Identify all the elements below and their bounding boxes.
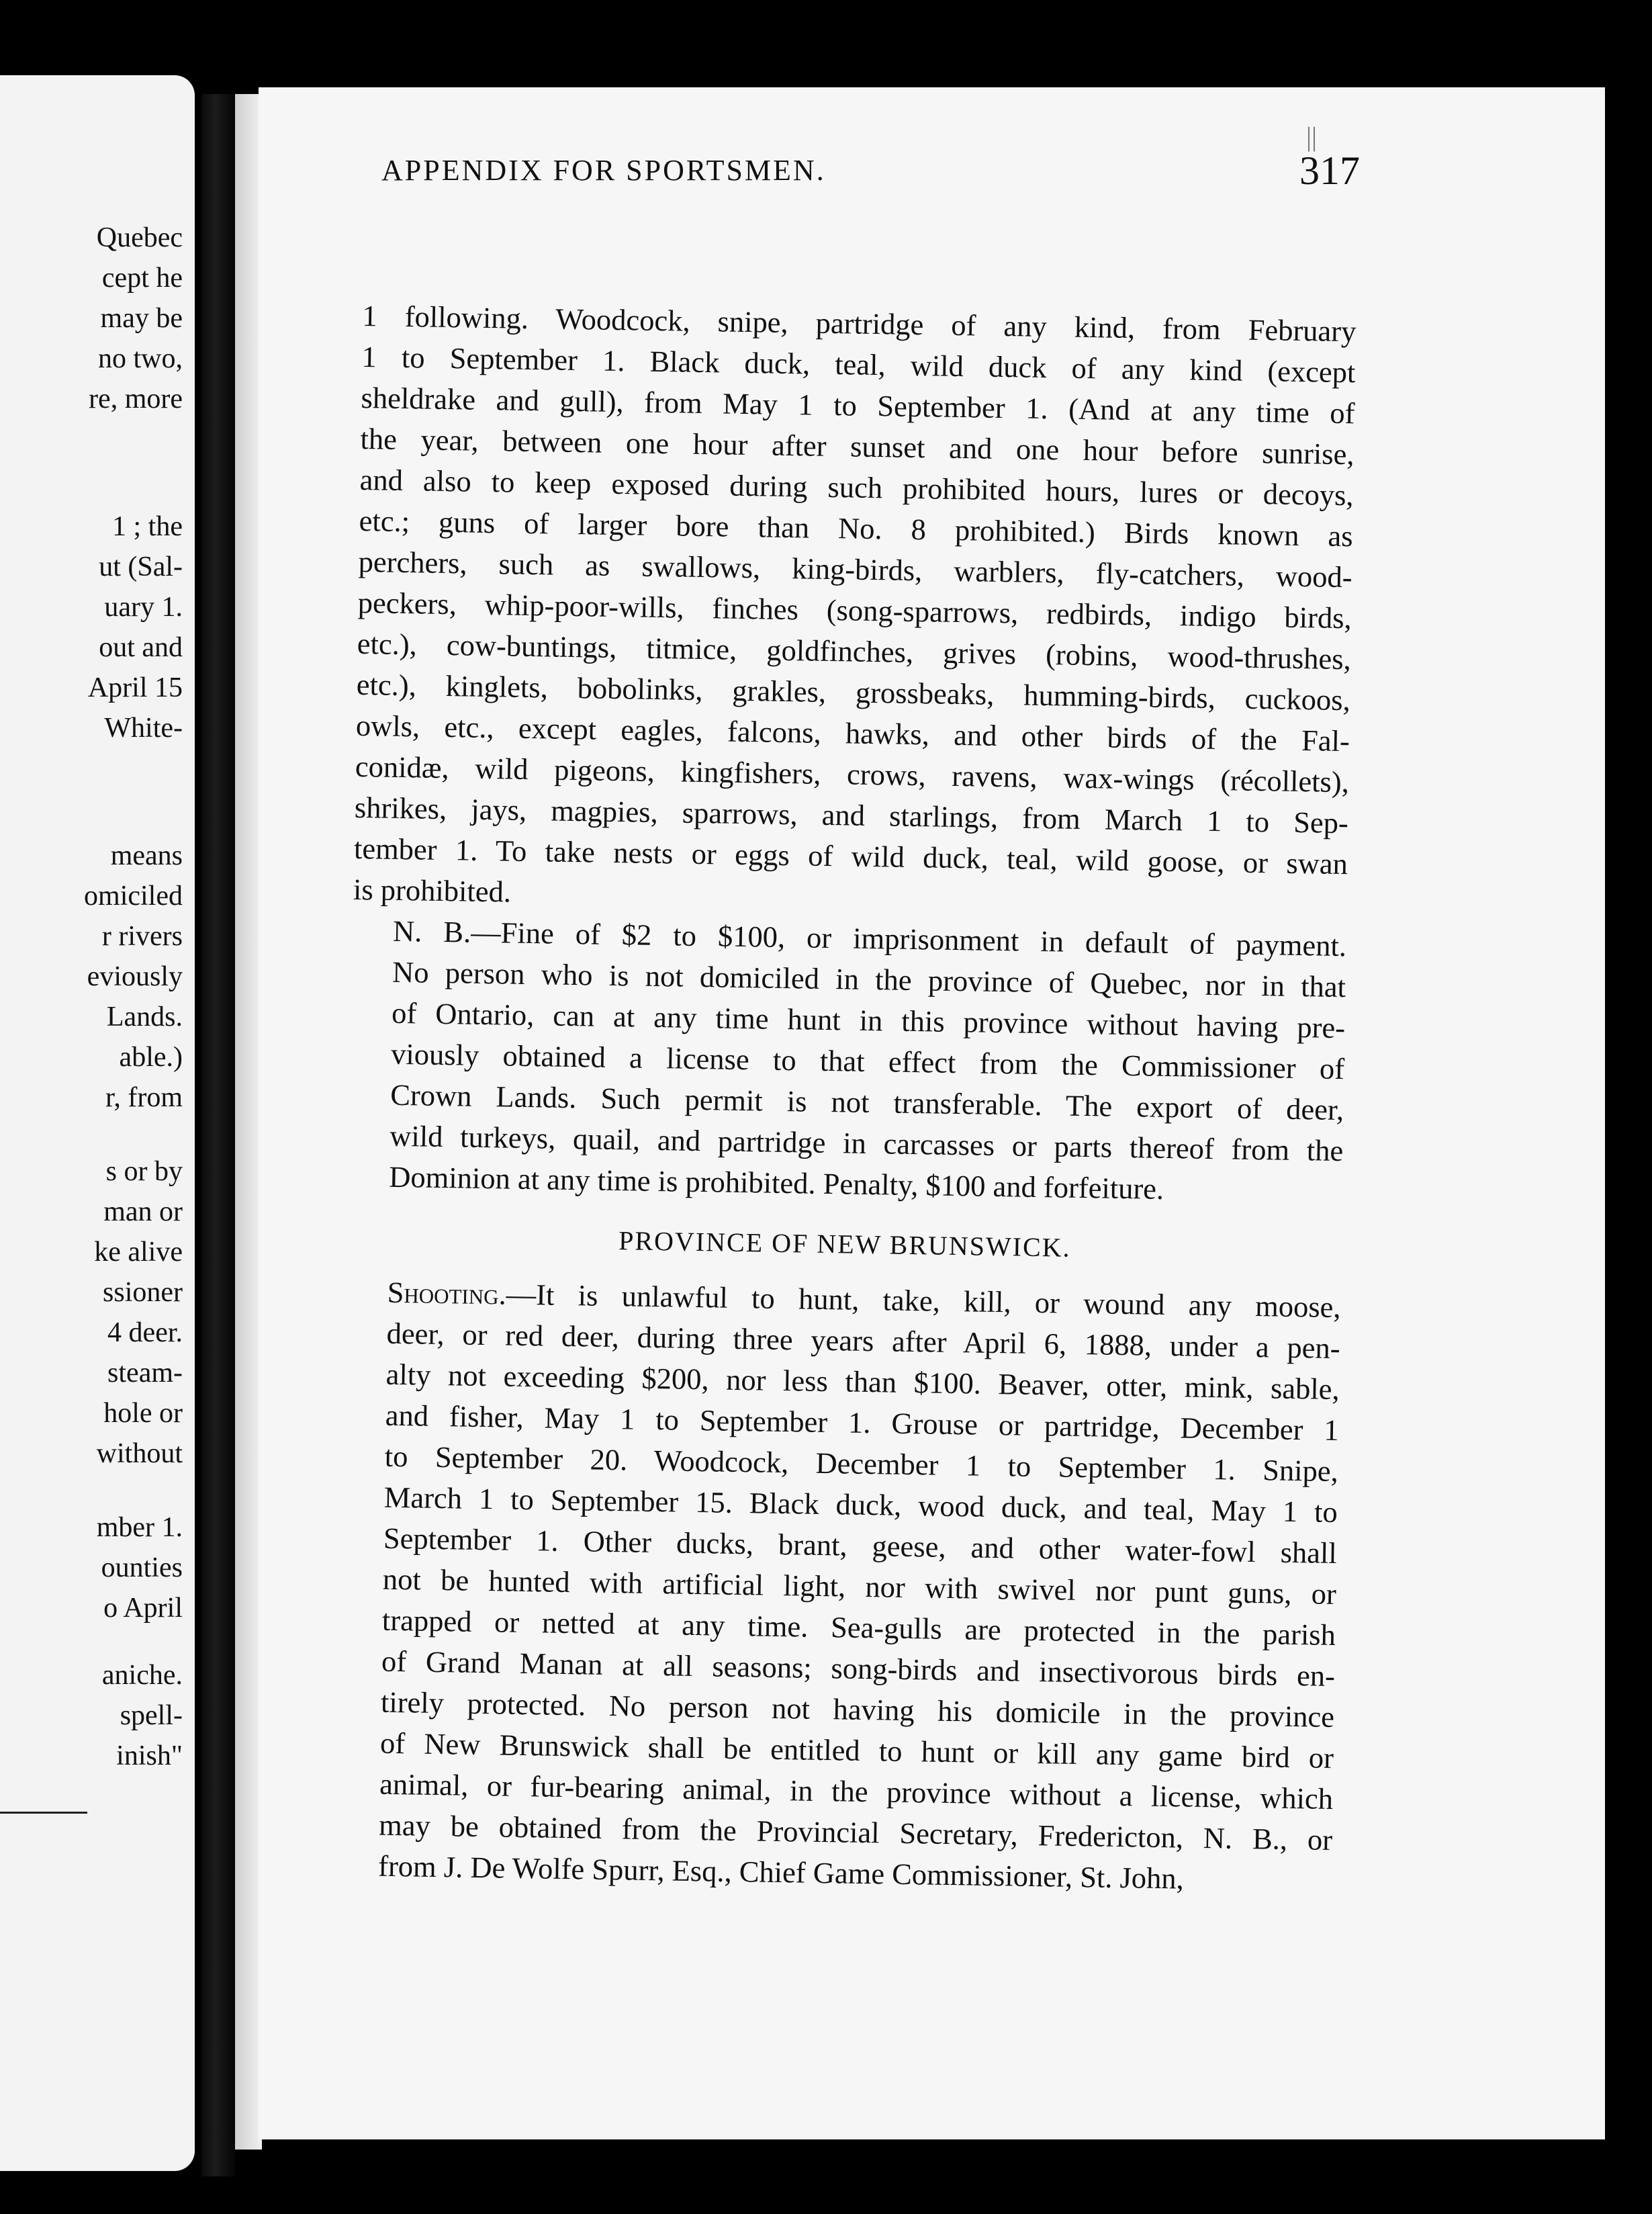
text-line: etc.), kinglets, bobolinks, grakles, grossbeaks, humming-birds, cuckoos, bbox=[356, 667, 1351, 717]
run-in-heading: Shooting. bbox=[387, 1275, 507, 1311]
text-line: sheldrake and gull), from May 1 to September 1. (And at any time of bbox=[361, 380, 1355, 431]
footnote-rule bbox=[0, 1812, 87, 1814]
text-line: alty not exceeding $200, nor less than $100. Beaver, otter, mink, sable, bbox=[385, 1357, 1340, 1407]
text-line: of Grand Manan at all seasons; song-birds and insectivorous birds en- bbox=[381, 1644, 1336, 1693]
previous-page-fragment: hole or bbox=[103, 1398, 183, 1429]
previous-page-fragment: able.) bbox=[119, 1042, 183, 1073]
previous-page-fragment: no two, bbox=[98, 343, 183, 374]
previous-page-fragment: eviously bbox=[87, 961, 183, 992]
previous-page-fragment: man or bbox=[103, 1196, 183, 1227]
previous-page-fragment: cept he bbox=[101, 263, 183, 294]
text-line: Dominion at any time is prohibited. Penalty, $100 and forfeiture. bbox=[389, 1159, 1164, 1206]
text-line: may be obtained from the Provincial Secretary, Fredericton, N. B., or bbox=[378, 1808, 1333, 1857]
text-line: owls, etc., except eagles, falcons, hawks, and other birds of the Fal- bbox=[355, 708, 1350, 758]
text-line: deer, or red deer, during three years after April 6, 1888, under a pen- bbox=[386, 1316, 1340, 1366]
text-line: etc.), cow-buntings, titmice, goldfinches, grives (robins, wood-thrushes, bbox=[357, 626, 1352, 676]
previous-page-fragment: White- bbox=[104, 713, 183, 744]
previous-page-fragment: steam- bbox=[107, 1358, 183, 1388]
previous-page-fragment: spell- bbox=[120, 1700, 183, 1731]
previous-page-fragment: out and bbox=[99, 632, 183, 663]
previous-page-fragment: s or by bbox=[105, 1156, 183, 1187]
body-text bbox=[338, 296, 1357, 1902]
paragraph-new-brunswick-shooting bbox=[338, 1272, 1341, 1902]
paragraph-quebec-birds bbox=[353, 296, 1357, 926]
text-line: 1 to September 1. Black duck, teal, wild duck of any kind (except bbox=[361, 339, 1356, 390]
text-line: to September 20. Woodcock, December 1 to September 1. Snipe, bbox=[384, 1439, 1339, 1489]
previous-page-fragment: 1 ; the bbox=[112, 511, 183, 542]
previous-page-fragment: Quebec bbox=[96, 222, 183, 253]
previous-page-fragment: omiciled bbox=[84, 881, 183, 912]
text-line: conidæ, wild pigeons, kingfishers, crows, ravens, wax-wings (récollets), bbox=[355, 749, 1350, 799]
previous-page-fragment: o April bbox=[103, 1593, 183, 1624]
previous-page-fragment: ke alive bbox=[94, 1237, 183, 1268]
running-head: APPENDIX FOR SPORTSMEN. bbox=[381, 154, 826, 187]
previous-page-fragment: r rivers bbox=[101, 921, 183, 952]
text-line: wild turkeys, quail, and partridge in carcasses or parts thereof from the bbox=[389, 1118, 1344, 1168]
text-line: September 1. Other ducks, brant, geese, and other water-fowl shall bbox=[383, 1521, 1338, 1570]
text-line: shrikes, jays, magpies, sparrows, and starlings, from March 1 to Sep- bbox=[354, 790, 1349, 840]
text-line: 1 following. Woodcock, snipe, partridge of any kind, from February bbox=[362, 298, 1357, 349]
previous-page-fragment: April 15 bbox=[87, 672, 183, 703]
text-line: perchers, such as swallows, king-birds, warblers, fly-catchers, wood- bbox=[358, 544, 1352, 594]
text-line: Crown Lands. Such permit is not transferable. The export of deer, bbox=[389, 1077, 1344, 1127]
previous-page-fragment: may be bbox=[100, 303, 183, 334]
text-line: from J. De Wolfe Spurr, Esq., Chief Game Commissioner, St. John, bbox=[377, 1849, 1185, 1896]
previous-page-fragment: ut (Sal- bbox=[99, 551, 183, 582]
page-number: 317 bbox=[1299, 148, 1360, 193]
text-line: viously obtained a license to that effect from the Commissioner of bbox=[390, 1036, 1345, 1086]
previous-page-fragment: Lands. bbox=[106, 1002, 183, 1032]
text-line: the year, between one hour after sunset and one hour before sunrise, bbox=[360, 421, 1355, 472]
previous-page-fragment: means bbox=[110, 840, 183, 871]
text-line: No person who is not domiciled in the province of Quebec, nor in that bbox=[392, 955, 1346, 1004]
previous-page-strip bbox=[0, 75, 195, 2171]
text-line: etc.; guns of larger bore than No. 8 prohibited.) Birds known as bbox=[359, 503, 1353, 554]
text-line: animal, or fur-bearing animal, in the province without a license, which bbox=[379, 1767, 1334, 1816]
text-line: peckers, whip-poor-wills, finches (song-sparrows, redbirds, indigo birds, bbox=[357, 585, 1352, 635]
previous-page-fragment: inish" bbox=[116, 1740, 183, 1771]
text-line: is prohibited. bbox=[353, 872, 512, 909]
text-line: trapped or netted at any time. Sea-gulls are protected in the parish bbox=[381, 1603, 1336, 1652]
previous-page-fragment: r, from bbox=[105, 1082, 183, 1113]
section-heading: PROVINCE OF NEW BRUNSWICK. bbox=[618, 1225, 1071, 1263]
text-line: of New Brunswick shall be entitled to hunt or kill any game bird or bbox=[379, 1726, 1334, 1775]
paragraph-nota-bene bbox=[349, 910, 1347, 1212]
text-line: and also to keep exposed during such prohibited hours, lures or decoys, bbox=[359, 462, 1354, 513]
text-line: not be hunted with artificial light, nor with swivel nor punt guns, or bbox=[382, 1562, 1337, 1611]
book-spine bbox=[201, 94, 235, 2176]
previous-page-fragment: aniche. bbox=[101, 1660, 183, 1691]
text-line: and fisher, May 1 to September 1. Grouse or partridge, December 1 bbox=[385, 1398, 1340, 1448]
previous-page-fragment: uary 1. bbox=[104, 592, 183, 623]
corner-mark: || bbox=[1306, 122, 1318, 152]
text-line: tirely protected. No person not having his domicile in the province bbox=[380, 1685, 1335, 1734]
text-line: N. B.—Fine of $2 to $100, or imprisonment in default of payment. bbox=[392, 914, 1347, 963]
text-line: tember 1. To take nests or eggs of wild duck, teal, wild goose, or swan bbox=[353, 831, 1348, 881]
text-line: of Ontario, can at any time hunt in this province without having pre- bbox=[391, 995, 1346, 1045]
previous-page-fragment: 4 deer. bbox=[107, 1317, 183, 1348]
previous-page-fragment: ounties bbox=[101, 1552, 183, 1583]
previous-page-fragment: without bbox=[96, 1438, 183, 1469]
page-edge bbox=[235, 94, 262, 2150]
previous-page-fragment: mber 1. bbox=[96, 1512, 183, 1543]
previous-page-fragment: ssioner bbox=[103, 1277, 183, 1308]
text-line: March 1 to September 15. Black duck, wood duck, and teal, May 1 to bbox=[383, 1480, 1338, 1530]
text-line: Shooting.—It is unlawful to hunt, take, kill, or wound any moose, bbox=[387, 1275, 1341, 1325]
previous-page-fragment: re, more bbox=[89, 384, 183, 414]
